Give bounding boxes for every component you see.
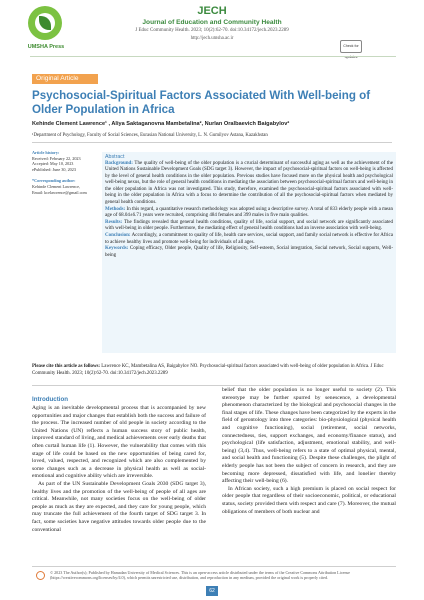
check-for-updates-badge[interactable]: Check for updates [340,40,362,53]
article-type-badge: Original Article [32,74,98,84]
body-column-left [32,405,206,582]
cite-label: Please cite this article as follows: [32,364,101,369]
journal-name: Journal of Education and Community Health [142,19,282,26]
methods-label: Methods: [105,206,126,212]
results-label: Results: [105,219,123,225]
keywords-text: Coping efficacy, Older people, Quality of life, Religiosity, Self-esteem, Social integration, Social network, Social supports, Well-being [105,246,394,258]
author-list: Kehinde Clement Lawrence¹ , Aliya Saktaganovna Mambetalina², Nurlan Oralbaevich Baigabylov² [32,121,290,127]
page-number: 62 [206,586,218,596]
background-label: Background: [105,160,133,166]
how-to-cite [32,364,396,377]
abstract-keywords [105,246,393,259]
intro-paragraph-2: As part of the UN Sustainable Development Goals 2030 (SDG target 3), healthy lives and the promotion of the well-being of people of all ages are critical. Meanwhile, not many societies focus on the well-being of older people as much as they are expected, and they care for young people, which may truncate the full achievement of the fourth target of SDG target 3. In fact, some societies have negative attitudes towards older people due to the conventional [32,480,206,533]
corresponding-author-name: Kehinde Clement Lawrence, [32,183,81,189]
abstract-methods [105,207,393,220]
license-footer: © 2023 The Author(s); Published by Hamadan University of Medical Sciences. This is an open-access article distributed under the terms of the Creative Commons Attribution License (https://creativecommons.org/licenses/by/4.0), which permits unrestricted use, distribution, and reproduction in any medium, provided the original work is properly cited. [50,570,350,581]
author-affiliation: ¹Department of Psychology, Faculty of Social Sciences, Eurasian National University, L. N. Gumilyov Astana, Kazakhstan [32,133,268,138]
article-title: Psychosocial-Spiritual Factors Associated With Well-being of Older Population in Africa [32,89,371,116]
open-access-icon [36,571,45,580]
citation-divider [32,385,396,386]
affiliation-divider [32,142,392,143]
body-column-right [222,387,396,582]
corresponding-author-email[interactable]: Email: kcelawrence@gmail.com [32,189,87,195]
keywords-label: Keywords: [105,246,129,252]
epublished-date: ePublished: June 30, 2023 [32,166,76,172]
results-text: The findings revealed that general health conditions, quality of life, social support, and social network are significantly associated with well-being in older people. Furthermore, the mediating effect of general health conditions had an inverse association with well-being. [105,219,393,232]
footer-divider [32,566,396,567]
methods-text: In this regard, a quantitative research methodology was adopted using a descriptive survey. A total of 833 elderly people with a mean age of 68.04±6.71 years were recruited, comprising 484 females and 399 males in five main qualities. [105,206,393,219]
abstract-box [102,152,396,353]
intro-paragraph-3: belief that the older population is no longer useful to society (2). This stereotype may be further spurred by senescence, a developmental phenomenon characterized by the biological and psychosocial changes in the final stages of life. These changes have been categorized by the experts in the field of gerontology into three categories: bio-physiological (physical health and cognitive functioning), social (retirement, social networks, connectedness, ties, support exchanges, and economy/finance status), and psychological (life satisfaction, adjustment, emotional stability, and well-being) (3,4). Thus, well-being refers to a state of optimal physical, mental, and social health and functioning (5). Despite these challenges, the plight of elderly people has not been the subject of concern in research, and they are becoming more depressed, dissatisfied with life, and lonelier thereby affecting their well-being (6). [222,387,396,485]
journal-citation-line: J Educ Community Health. 2023; 10(2):62-70. doi:10.34172/jech.2023.2289 [135,28,289,33]
corresponding-author-label: *Corresponding author: [32,178,76,184]
background-text: The quality of well-being of the older population is a crucial determinant of successful aging as well as the achievement of the United Nations Sustainable Development Goals (SDG target 3). However, the impact of psychosocial-spiritual factors on well-being is affected by the level of general health conditions in the older population. Previous studies have focused more on the physical health and psychological well-being nexus, but the role of general health conditions in mediating the association between psychosocial-spiritual factors and well-being in the older population in Africa was not investigated. This study, therefore, examined the psychosocial-spiritual factors associated with well-being in the older population in Africa with a focus to determine the contribution of all the psychosocial-spiritual factors when mediated by general health conditions. [105,160,393,206]
accepted-date: Accepted: May 10, 2023 [32,161,74,167]
history-label: Article history: [32,150,60,155]
abstract-conclusion [105,233,393,246]
journal-abbreviation: JECH [197,5,227,17]
conclusion-text: Accordingly, a commitment to quality of life, health care services, social support, and family social network is effective for Africa to achieve healthy lives and promote well-being for individuals of all ages. [105,233,393,245]
introduction-heading: Introduction [32,396,69,403]
intro-paragraph-4: In African society, such a high premium is placed on social respect for older people that regardless of their socioeconomic, political, or educational status, society provided them with respect and care (7). Moreover, the mutual obligations of members of both nuclear and [222,485,396,515]
abstract-background [105,161,393,207]
cite-text: Lawrence KC, Mambetalina AS, Baigabylov NO. Psychosocial-spiritual factors associated with well-being of older population in Africa. J Educ Community Health. 2023; 10(2):62-70. doi:10.34172/jech.2023.2289 [32,364,384,376]
header-divider [30,56,396,57]
abstract-results [105,220,393,233]
conclusion-label: Conclusion: [105,233,131,239]
abstract-heading: Abstract [105,154,125,160]
received-date: Received: February 22, 2023 [32,155,81,161]
intro-paragraph-1: Aging is an inevitable developmental process that is accompanied by new opportunities and major changes that establish both the success and failure of the process. The increased number of old people in society according to the United Nations (UN) reflects a human success story of public health, improved standard of living, and medical achievements over early deaths that often curtail human life (1). However, the vulnerability that comes with this stage of life could be based on the new opportunities of being cared for, loved, valued, respected, and recognized which are also complemented by some changes such as a decrease in physical health as well as social-emotional and cognitive ability which are irreversible. [32,405,206,480]
journal-url-link[interactable]: http://jech.umsha.ac.ir [190,36,234,41]
article-info-column [32,150,96,195]
publisher-name: UMSHA Press [27,44,65,50]
